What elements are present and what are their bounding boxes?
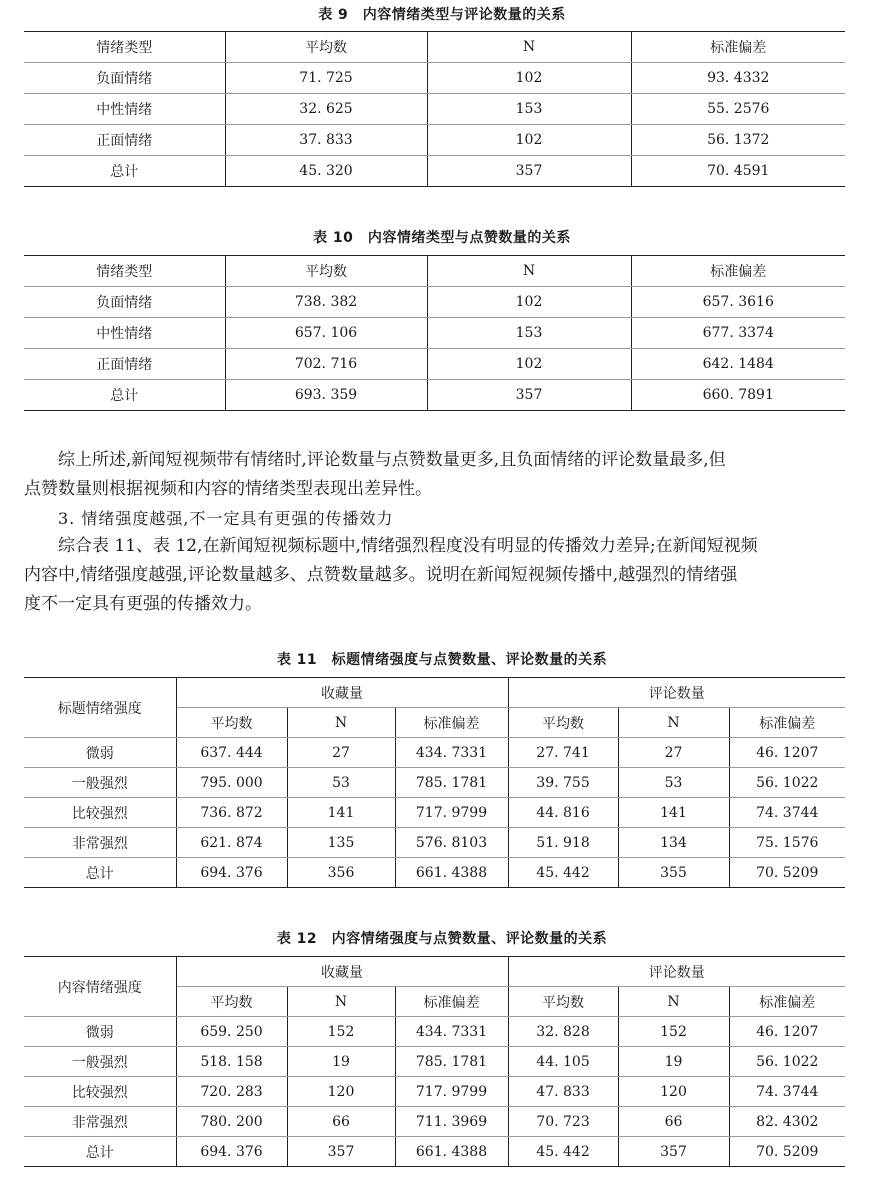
mean-cell: 657. 106	[225, 318, 427, 349]
table-row	[24, 287, 845, 318]
sd-cell: 657. 3616	[631, 287, 845, 318]
table-cell: 27. 741	[508, 738, 618, 768]
header-cell: 情绪类型	[24, 32, 225, 63]
table-row	[24, 1107, 845, 1137]
table-cell: 75. 1576	[729, 828, 845, 858]
table-10-caption: 表 10 内容情绪类型与点赞数量的关系	[313, 230, 571, 246]
table-group-header-row	[24, 957, 845, 987]
table-cell: 717. 9799	[395, 798, 508, 828]
table-cell: 56. 1022	[729, 768, 845, 798]
table-cell: 46. 1207	[729, 738, 845, 768]
row-header-cell: 标题情绪强度	[24, 678, 176, 738]
table-cell: 120	[287, 1077, 395, 1107]
table-cell: 785. 1781	[395, 1047, 508, 1077]
table-cell: 46. 1207	[729, 1017, 845, 1047]
table-10	[24, 255, 845, 411]
table-cell: 661. 4388	[395, 1137, 508, 1167]
table-row	[24, 1047, 845, 1077]
table-cell: 53	[618, 768, 729, 798]
subheader-cell: N	[618, 708, 729, 738]
subheader-cell: 标准偏差	[729, 987, 845, 1017]
mean-cell: 702. 716	[225, 349, 427, 380]
n-cell: 102	[427, 287, 631, 318]
table-cell: 434. 7331	[395, 738, 508, 768]
n-cell: 102	[427, 63, 631, 94]
table-cell: 74. 3744	[729, 798, 845, 828]
table-cell: 694. 376	[176, 1137, 287, 1167]
sd-cell: 677. 3374	[631, 318, 845, 349]
mean-cell: 37. 833	[225, 125, 427, 156]
table-cell: 44. 105	[508, 1047, 618, 1077]
row-label: 正面情绪	[24, 125, 225, 156]
paragraph-line: 点赞数量则根据视频和内容的情绪类型表现出差异性。	[24, 479, 432, 499]
n-cell: 102	[427, 125, 631, 156]
sd-cell: 93. 4332	[631, 63, 845, 94]
n-cell: 357	[427, 380, 631, 411]
table-cell: 66	[618, 1107, 729, 1137]
header-cell: N	[427, 256, 631, 287]
row-label: 微弱	[24, 738, 176, 768]
table-row	[24, 63, 845, 94]
table-row	[24, 738, 845, 768]
table-11	[24, 677, 845, 888]
subheader-cell: 标准偏差	[729, 708, 845, 738]
table-row	[24, 94, 845, 125]
row-label: 非常强烈	[24, 828, 176, 858]
subheader-cell: 标准偏差	[395, 708, 508, 738]
table-cell: 27	[618, 738, 729, 768]
header-cell: 标准偏差	[631, 32, 845, 63]
table-cell: 694. 376	[176, 858, 287, 888]
table-cell: 518. 158	[176, 1047, 287, 1077]
sd-cell: 660. 7891	[631, 380, 845, 411]
n-cell: 153	[427, 318, 631, 349]
sd-cell: 55. 2576	[631, 94, 845, 125]
table-cell: 135	[287, 828, 395, 858]
sd-cell: 70. 4591	[631, 156, 845, 187]
table-cell: 53	[287, 768, 395, 798]
table-11-caption: 表 11 标题情绪强度与点赞数量、评论数量的关系	[276, 652, 608, 668]
n-cell: 357	[427, 156, 631, 187]
table-cell: 66	[287, 1107, 395, 1137]
mean-cell: 45. 320	[225, 156, 427, 187]
row-label: 比较强烈	[24, 1077, 176, 1107]
header-cell: 平均数	[225, 256, 427, 287]
row-label: 总计	[24, 156, 225, 187]
table-cell: 45. 442	[508, 858, 618, 888]
table-cell: 717. 9799	[395, 1077, 508, 1107]
n-cell: 102	[427, 349, 631, 380]
table-header-row	[24, 256, 845, 287]
table-cell: 720. 283	[176, 1077, 287, 1107]
row-label: 负面情绪	[24, 287, 225, 318]
table-cell: 44. 816	[508, 798, 618, 828]
subheader-cell: N	[287, 708, 395, 738]
group-header-cell: 收藏量	[176, 957, 508, 987]
table-cell: 19	[618, 1047, 729, 1077]
header-cell: 平均数	[225, 32, 427, 63]
table-cell: 45. 442	[508, 1137, 618, 1167]
table-cell: 795. 000	[176, 768, 287, 798]
table-cell: 736. 872	[176, 798, 287, 828]
table-row	[24, 1077, 845, 1107]
section-heading: 3. 情绪强度越强,不一定具有更强的传播效力	[58, 509, 394, 528]
paragraph-summary	[24, 446, 854, 504]
table-cell: 47. 833	[508, 1077, 618, 1107]
table-row	[24, 828, 845, 858]
table-cell: 780. 200	[176, 1107, 287, 1137]
table-row-total	[24, 1137, 845, 1167]
header-cell: 标准偏差	[631, 256, 845, 287]
paragraph-line: 综合表 11、表 12,在新闻短视频标题中,情绪强烈程度没有明显的传播效力差异;在新闻短视频	[58, 536, 758, 556]
row-label: 一般强烈	[24, 768, 176, 798]
table-cell: 357	[287, 1137, 395, 1167]
table-row-total	[24, 156, 845, 187]
table-cell: 56. 1022	[729, 1047, 845, 1077]
table-row	[24, 349, 845, 380]
table-cell: 141	[618, 798, 729, 828]
table-group-header-row	[24, 678, 845, 708]
group-header-cell: 评论数量	[508, 957, 845, 987]
table-row-total	[24, 858, 845, 888]
row-label: 非常强烈	[24, 1107, 176, 1137]
paragraph-line: 内容中,情绪强度越强,评论数量越多、点赞数量越多。说明在新闻短视频传播中,越强烈的情绪强	[24, 565, 738, 585]
mean-cell: 32. 625	[225, 94, 427, 125]
table-cell: 711. 3969	[395, 1107, 508, 1137]
table-cell: 70. 723	[508, 1107, 618, 1137]
table-cell: 51. 918	[508, 828, 618, 858]
table-cell: 82. 4302	[729, 1107, 845, 1137]
table-cell: 355	[618, 858, 729, 888]
row-label: 一般强烈	[24, 1047, 176, 1077]
table-cell: 357	[618, 1137, 729, 1167]
subheader-cell: 标准偏差	[395, 987, 508, 1017]
table-cell: 39. 755	[508, 768, 618, 798]
group-header-cell: 评论数量	[508, 678, 845, 708]
table-cell: 152	[287, 1017, 395, 1047]
sd-cell: 642. 1484	[631, 349, 845, 380]
subheader-cell: 平均数	[508, 987, 618, 1017]
subheader-cell: 平均数	[176, 708, 287, 738]
table-cell: 134	[618, 828, 729, 858]
table-cell: 659. 250	[176, 1017, 287, 1047]
table-cell: 785. 1781	[395, 768, 508, 798]
table-row	[24, 318, 845, 349]
subheader-cell: 平均数	[508, 708, 618, 738]
header-cell: N	[427, 32, 631, 63]
table-cell: 19	[287, 1047, 395, 1077]
row-label: 微弱	[24, 1017, 176, 1047]
table-cell: 32. 828	[508, 1017, 618, 1047]
row-label: 总计	[24, 1137, 176, 1167]
row-label: 总计	[24, 858, 176, 888]
table-cell: 70. 5209	[729, 858, 845, 888]
table-12-caption: 表 12 内容情绪强度与点赞数量、评论数量的关系	[276, 931, 608, 947]
table-cell: 141	[287, 798, 395, 828]
sd-cell: 56. 1372	[631, 125, 845, 156]
n-cell: 153	[427, 94, 631, 125]
row-label: 中性情绪	[24, 318, 225, 349]
row-label: 负面情绪	[24, 63, 225, 94]
mean-cell: 71. 725	[225, 63, 427, 94]
table-cell: 120	[618, 1077, 729, 1107]
table-cell: 356	[287, 858, 395, 888]
table-row	[24, 125, 845, 156]
table-row	[24, 798, 845, 828]
subheader-cell: N	[287, 987, 395, 1017]
table-cell: 27	[287, 738, 395, 768]
paragraph-line: 综上所述,新闻短视频带有情绪时,评论数量与点赞数量更多,且负面情绪的评论数量最多,但	[58, 450, 726, 470]
table-9-caption: 表 9 内容情绪类型与评论数量的关系	[318, 7, 566, 23]
subheader-cell: N	[618, 987, 729, 1017]
row-header-cell: 内容情绪强度	[24, 957, 176, 1017]
row-label: 正面情绪	[24, 349, 225, 380]
paragraph-analysis	[24, 532, 854, 619]
table-cell: 637. 444	[176, 738, 287, 768]
mean-cell: 693. 359	[225, 380, 427, 411]
table-cell: 434. 7331	[395, 1017, 508, 1047]
table-cell: 152	[618, 1017, 729, 1047]
table-12	[24, 956, 845, 1167]
row-label: 中性情绪	[24, 94, 225, 125]
table-cell: 576. 8103	[395, 828, 508, 858]
table-9	[24, 31, 845, 187]
row-label: 比较强烈	[24, 798, 176, 828]
table-cell: 661. 4388	[395, 858, 508, 888]
row-label: 总计	[24, 380, 225, 411]
table-cell: 74. 3744	[729, 1077, 845, 1107]
table-row	[24, 768, 845, 798]
table-cell: 70. 5209	[729, 1137, 845, 1167]
table-header-row	[24, 32, 845, 63]
subheader-cell: 平均数	[176, 987, 287, 1017]
mean-cell: 738. 382	[225, 287, 427, 318]
group-header-cell: 收藏量	[176, 678, 508, 708]
table-row	[24, 1017, 845, 1047]
table-row-total	[24, 380, 845, 411]
header-cell: 情绪类型	[24, 256, 225, 287]
table-cell: 621. 874	[176, 828, 287, 858]
paragraph-line: 度不一定具有更强的传播效力。	[24, 594, 262, 614]
